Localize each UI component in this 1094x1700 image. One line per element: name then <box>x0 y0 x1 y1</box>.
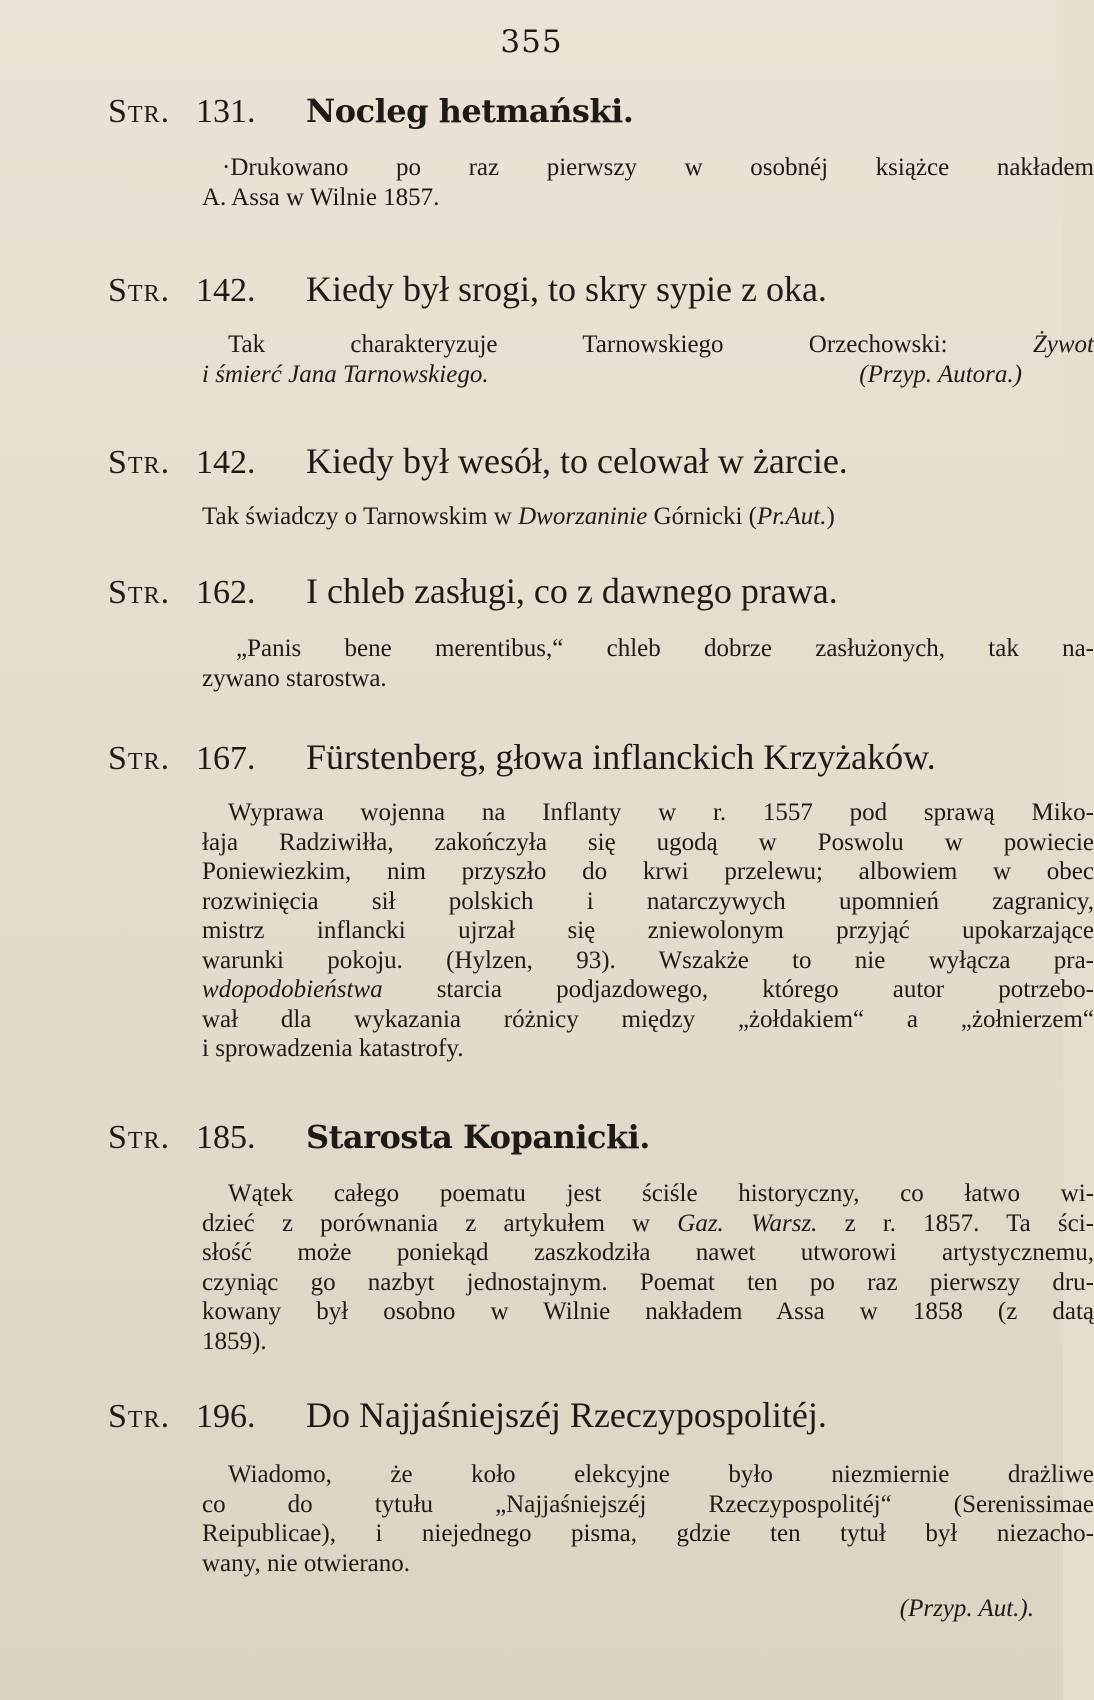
entry-167 <box>108 736 1094 1064</box>
page-ref: 142. <box>196 444 256 481</box>
entry-heading <box>108 570 988 612</box>
entry-185 <box>108 1118 1094 1356</box>
note-line: łaja Radziwiłła, zakończyła się ugodą w Poswolu w powiecie <box>202 828 1094 856</box>
entry-note <box>202 634 1094 693</box>
poem-title: Nocleg hetmański. <box>306 92 634 130</box>
note-line <box>202 330 1094 360</box>
note-line <box>202 1209 1094 1239</box>
note-italic: Żywot <box>1032 331 1094 358</box>
note-text: z r. 1857. Ta ści- <box>817 1209 1094 1237</box>
page-ref: 142. <box>196 272 256 309</box>
author-note-text: (Przyp. Aut.). <box>899 1595 1034 1622</box>
note-italic: i śmierć Jana Tarnowskiego. <box>202 360 489 388</box>
entry-note <box>202 153 1094 212</box>
entry-note <box>202 330 1094 389</box>
note-line: wał dla wykazania różnicy między „żołdakiem“ a „żołnierzem“ <box>202 1005 1094 1033</box>
author-note <box>202 1594 1034 1624</box>
entry-heading <box>108 268 988 310</box>
note-line: Wyprawa wojenna na Inflanty w r. 1557 pod sprawą Miko- <box>228 799 1094 826</box>
poem-title: Starosta Kopanicki. <box>306 1118 650 1156</box>
note-italic: Gaz. Warsz. <box>677 1209 818 1237</box>
entry-162 <box>108 570 1094 693</box>
entry-heading <box>108 92 988 131</box>
str-label: Str. <box>108 740 171 777</box>
note-line: 1859). <box>202 1327 267 1355</box>
note-line: Reipublicae), i niejednego pisma, gdzie ten tytuł był niezacho- <box>202 1520 1094 1547</box>
author-note: Pr.Aut. <box>757 503 827 530</box>
note-line: „Panis bene merentibus,“ chleb dobrze zasłużonych, tak na- <box>236 635 1094 662</box>
note-line: słość może poniekąd zaszkodziła nawet utworowi artystycznemu, <box>202 1239 1094 1266</box>
entry-note <box>202 1179 1094 1356</box>
page-number: 355 <box>500 24 563 60</box>
note-text: Tak świadczy o Tarnowskim w <box>202 503 519 530</box>
page-ref: 196. <box>196 1398 256 1435</box>
note-text: ) <box>826 503 835 530</box>
entry-heading <box>108 736 988 778</box>
page-ref: 185. <box>196 1119 256 1156</box>
note-line: ·Drukowano po raz pierwszy w osobnéj książce nakładem <box>222 154 1094 181</box>
page-ref: 162. <box>196 574 256 611</box>
note-line <box>202 360 1022 390</box>
poem-title: Fürstenberg, głowa inflanckich Krzyżaków. <box>306 737 936 777</box>
str-label: Str. <box>108 1119 171 1156</box>
note-line: Wiadomo, że koło elekcyjne było niezmiernie drażliwe <box>228 1461 1094 1488</box>
note-line: A. Assa w Wilnie 1857. <box>202 183 440 211</box>
str-label: Str. <box>108 93 171 130</box>
note-line: czyniąc go nazbyt jednostajnym. Poemat ten po raz pierwszy dru- <box>202 1268 1094 1296</box>
note-italic: Dworzaninie <box>518 503 648 530</box>
entry-142-b <box>108 440 988 532</box>
page-ref: 167. <box>196 740 256 777</box>
entry-131 <box>108 92 1094 212</box>
note-line: warunki pokoju. (Hylzen, 93). Wszakże to nie wyłącza pra- <box>202 946 1094 974</box>
note-line: zywano starostwa. <box>202 664 387 692</box>
entry-note <box>202 502 1094 532</box>
note-line: rozwinięcia sił polskich i natarczywych upomnień zagranicy, <box>202 887 1094 915</box>
poem-title: Kiedy był wesół, to celował w żarcie. <box>306 441 848 481</box>
poem-title: I chleb zasługi, co z dawnego prawa. <box>306 571 838 611</box>
note-line: Wątek całego poematu jest ściśle historyczny, co łatwo wi- <box>228 1180 1094 1207</box>
poem-title: Kiedy był srogi, to skry sypie z oka. <box>306 269 827 309</box>
entry-196 <box>108 1394 1094 1624</box>
page-ref: 131. <box>196 93 256 130</box>
note-line: mistrz inflancki ujrzał się zniewolonym przyjąć upokarzające <box>202 917 1094 944</box>
str-label: Str. <box>108 444 171 481</box>
note-text: Tak charakteryzuje Tarnowskiego Orzechowski: <box>228 331 1033 358</box>
note-line: Poniewiezkim, nim przyszło do krwi przelewu; albowiem w obec <box>202 858 1094 885</box>
entry-heading <box>108 1118 988 1157</box>
note-text: starcia podjazdowego, którego autor potrzebo- <box>382 976 1094 1003</box>
note-text: Górnicki ( <box>647 503 758 530</box>
note-line <box>202 975 1094 1005</box>
poem-title: Do Najjaśniejszéj Rzeczypospolitéj. <box>306 1395 827 1435</box>
note-line: wany, nie otwierano. <box>202 1549 411 1577</box>
author-note: (Przyp. Autora.) <box>859 360 1022 388</box>
str-label: Str. <box>108 574 171 611</box>
str-label: Str. <box>108 1398 171 1435</box>
entry-note <box>202 1460 1094 1624</box>
note-italic: wdopodobieństwa <box>202 976 383 1003</box>
note-line: kowany był osobno w Wilnie nakładem Assa w 1858 (z datą <box>202 1298 1094 1325</box>
note-line: i sprowadzenia katastrofy. <box>202 1035 464 1062</box>
note-text: dzieć z porównania z artykułem w <box>202 1209 678 1237</box>
entry-note <box>202 798 1094 1064</box>
str-label: Str. <box>108 272 171 309</box>
note-line <box>202 502 1094 532</box>
note-line: co do tytułu „Najjaśniejszéj Rzeczypospolitéj“ (Serenissimae <box>202 1490 1094 1518</box>
entry-heading <box>108 440 988 482</box>
entry-heading <box>108 1394 988 1436</box>
entry-142-a <box>108 268 1094 389</box>
